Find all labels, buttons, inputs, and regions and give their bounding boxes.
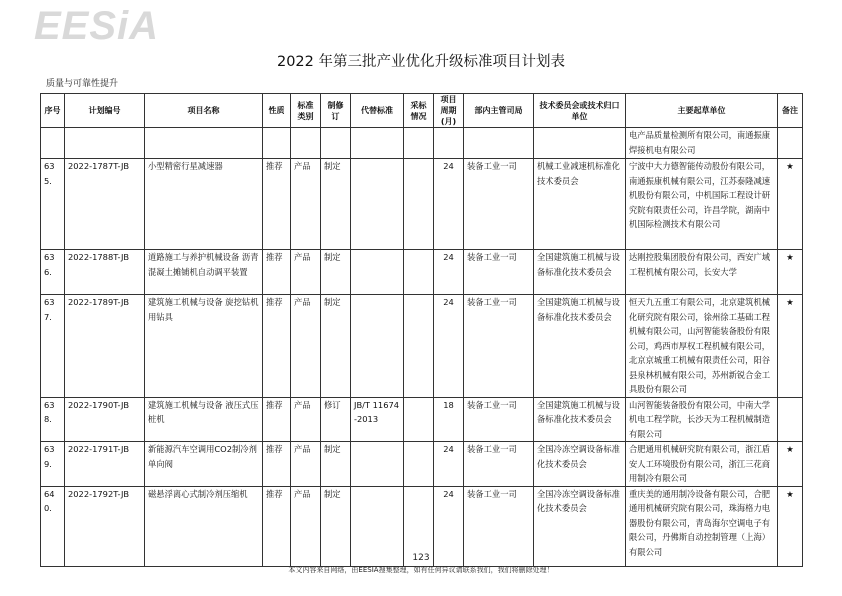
period-cell: 24	[434, 250, 464, 295]
star-mark: ★	[778, 250, 803, 295]
plan-number: 2022-1787T-JB	[65, 159, 145, 250]
type-cell: 产品	[291, 397, 321, 442]
header-cell: 标准类别	[291, 94, 321, 128]
revision-cell: 制定	[321, 486, 351, 566]
adopt-cell	[404, 250, 434, 295]
revision-cell: 修订	[321, 397, 351, 442]
star-mark: ★	[778, 159, 803, 250]
table-row-carry-over	[41, 128, 803, 159]
table-cell	[263, 128, 291, 159]
department-cell: 装备工业一司	[464, 397, 534, 442]
revision-cell: 制定	[321, 159, 351, 250]
header-cell: 采标情况	[404, 94, 434, 128]
plan-number: 2022-1791T-JB	[65, 442, 145, 487]
drafters-cell: 恒天九五重工有限公司，北京建筑机械化研究院有限公司，徐州徐工基础工程机械有限公司，山河智能装备股份有限公司，鸡西市厚权工程机械有限公司，北京京城重工机械有限责任公司，阳谷县泉林机械有限公司，苏州新锐合金工具股份有限公司	[626, 295, 778, 398]
period-cell: 24	[434, 486, 464, 566]
drafters-cell: 重庆美的通用制冷设备有限公司，合肥通用机械研究院有限公司，珠海格力电器股份有限公司，青岛海尔空调电子有限公司，丹佛斯自动控制管理（上海）有限公司	[626, 486, 778, 566]
header-cell: 计划编号	[65, 94, 145, 128]
row-number: 636.	[41, 250, 65, 295]
table-header-row	[41, 94, 803, 128]
star-mark: ★	[778, 442, 803, 487]
plan-number: 2022-1790T-JB	[65, 397, 145, 442]
committee-cell: 全国建筑施工机械与设备标准化技术委员会	[534, 250, 626, 295]
department-cell: 装备工业一司	[464, 486, 534, 566]
project-name: 磁悬浮离心式制冷剂压缩机	[145, 486, 263, 566]
type-cell: 产品	[291, 295, 321, 398]
revision-cell: 制定	[321, 295, 351, 398]
period-cell: 24	[434, 442, 464, 487]
page-number: 123	[412, 553, 430, 563]
star-mark: ★	[778, 486, 803, 566]
header-cell: 代替标准	[351, 94, 404, 128]
type-cell: 产品	[291, 159, 321, 250]
row-number: 637.	[41, 295, 65, 398]
table-cell	[434, 128, 464, 159]
committee-cell: 全国冷冻空调设备标准化技术委员会	[534, 486, 626, 566]
header-cell: 制修订	[321, 94, 351, 128]
department-cell: 装备工业一司	[464, 159, 534, 250]
header-cell: 部内主管司局	[464, 94, 534, 128]
table-cell	[145, 128, 263, 159]
watermark-logo: EESiA	[34, 4, 160, 48]
committee-cell: 全国建筑施工机械与设备标准化技术委员会	[534, 397, 626, 442]
replace-cell	[351, 250, 404, 295]
header-cell: 主要起草单位	[626, 94, 778, 128]
header-cell: 性质	[263, 94, 291, 128]
plan-number: 2022-1792T-JB	[65, 486, 145, 566]
row-number: 635.	[41, 159, 65, 250]
type-cell: 产品	[291, 250, 321, 295]
project-name: 建筑施工机械与设备 液压式压桩机	[145, 397, 263, 442]
replace-cell	[351, 442, 404, 487]
drafters-cell: 宁波中大力德智能传动股份有限公司，南通振康机械有限公司，江苏泰隆减速机股份有限公司，中机国际工程设计研究院有限责任公司，许昌学院，湖南中机国际检测技术有限公司	[626, 159, 778, 250]
table-cell	[65, 128, 145, 159]
adopt-cell	[404, 397, 434, 442]
standards-plan-table	[40, 93, 803, 567]
table-cell	[291, 128, 321, 159]
drafters-cell: 合肥通用机械研究院有限公司，浙江盾安人工环境股份有限公司，浙江三花商用制冷有限公司	[626, 442, 778, 487]
row-number: 640.	[41, 486, 65, 566]
row-number: 639.	[41, 442, 65, 487]
adopt-cell	[404, 159, 434, 250]
header-cell: 技术委员会或技术归口单位	[534, 94, 626, 128]
table-row	[41, 397, 803, 442]
table-cell	[321, 128, 351, 159]
committee-cell: 全国冷冻空调设备标准化技术委员会	[534, 442, 626, 487]
drafters-cell: 达刚控股集团股份有限公司，西安广域工程机械有限公司，长安大学	[626, 250, 778, 295]
type-cell: 产品	[291, 486, 321, 566]
nature-cell: 推荐	[263, 442, 291, 487]
row-number: 638.	[41, 397, 65, 442]
header-cell: 项目周期(月)	[434, 94, 464, 128]
nature-cell: 推荐	[263, 159, 291, 250]
department-cell: 装备工业一司	[464, 295, 534, 398]
table-row	[41, 159, 803, 250]
period-cell: 24	[434, 295, 464, 398]
adopt-cell	[404, 295, 434, 398]
header-cell: 项目名称	[145, 94, 263, 128]
type-cell: 产品	[291, 442, 321, 487]
nature-cell: 推荐	[263, 486, 291, 566]
committee-cell: 机械工业减速机标准化技术委员会	[534, 159, 626, 250]
table-row	[41, 442, 803, 487]
project-name: 建筑施工机械与设备 旋挖钻机用钻具	[145, 295, 263, 398]
plan-number: 2022-1789T-JB	[65, 295, 145, 398]
replace-cell	[351, 295, 404, 398]
nature-cell: 推荐	[263, 295, 291, 398]
drafters-cell: 电产品质量检测所有限公司，南通振康焊接机电有限公司	[626, 128, 778, 159]
header-cell: 备注	[778, 94, 803, 128]
adopt-cell	[404, 442, 434, 487]
replace-cell	[351, 159, 404, 250]
table-row	[41, 295, 803, 398]
plan-number: 2022-1788T-JB	[65, 250, 145, 295]
nature-cell: 推荐	[263, 250, 291, 295]
page-title: 2022 年第三批产业优化升级标准项目计划表	[276, 54, 565, 70]
drafters-cell: 山河智能装备股份有限公司，中南大学机电工程学院，长沙天为工程机械制造有限公司	[626, 397, 778, 442]
committee-cell: 全国建筑施工机械与设备标准化技术委员会	[534, 295, 626, 398]
star-mark	[778, 397, 803, 442]
department-cell: 装备工业一司	[464, 250, 534, 295]
replace-cell: JB/T 11674-2013	[351, 397, 404, 442]
revision-cell: 制定	[321, 250, 351, 295]
footer-disclaimer: 本文内容来自网络，由EESIA搜集整理，如有任何异议请联系我们，我们将删除处理！	[288, 566, 554, 574]
table-cell	[404, 128, 434, 159]
project-name: 新能源汽车空调用CO2制冷剂单向阀	[145, 442, 263, 487]
period-cell: 18	[434, 397, 464, 442]
table-cell	[534, 128, 626, 159]
department-cell: 装备工业一司	[464, 442, 534, 487]
project-name: 小型精密行星减速器	[145, 159, 263, 250]
project-name: 道路施工与养护机械设备 沥青混凝土摊铺机自动调平装置	[145, 250, 263, 295]
header-cell: 序号	[41, 94, 65, 128]
table-cell	[778, 128, 803, 159]
star-mark: ★	[778, 295, 803, 398]
table-cell	[41, 128, 65, 159]
period-cell: 24	[434, 159, 464, 250]
nature-cell: 推荐	[263, 397, 291, 442]
table-cell	[351, 128, 404, 159]
revision-cell: 制定	[321, 442, 351, 487]
category-label: 质量与可靠性提升	[46, 79, 119, 89]
table-row	[41, 250, 803, 295]
table-cell	[464, 128, 534, 159]
